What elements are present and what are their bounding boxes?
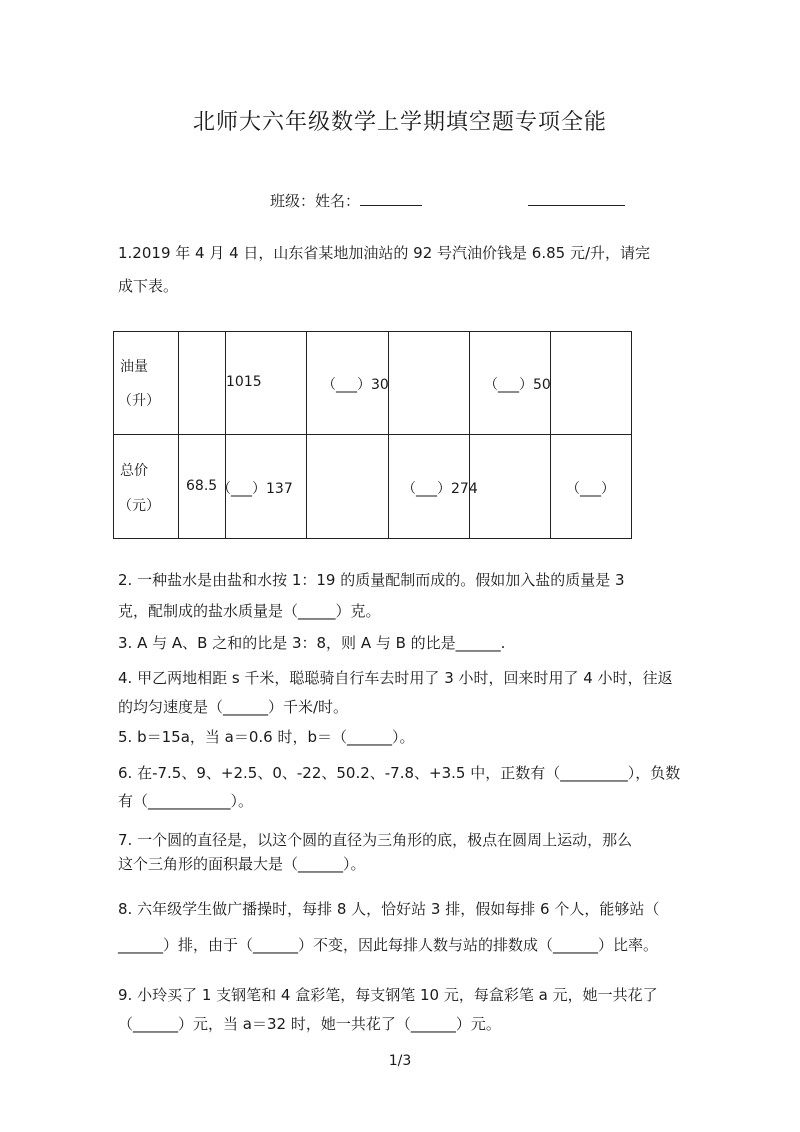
q6-line1: 6. 在-7.5、9、+2.5、0、-22、50.2、-7.8、+3.5 中，正数有（_________），负数 [118, 764, 681, 782]
table-cell: 1015 [226, 374, 262, 390]
q8-line1: 8. 六年级学生做广播操时，每排 8 人，恰好站 3 排，假如每排 6 个人，能够站（ [118, 900, 660, 918]
table-col-line [178, 331, 179, 539]
q2-line2: 克，配制成的盐水质量是（_____）克。 [118, 602, 381, 620]
class-name-label [270, 190, 422, 211]
table-border-top [113, 331, 632, 332]
page-number: 1/3 [388, 1053, 412, 1069]
table-cell-blank[interactable]: （___） [566, 481, 615, 497]
q2-line1: 2. 一种盐水是由盐和水按 1：19 的质量配制而成的。假如加入盐的质量是 3 [118, 571, 625, 589]
q3-line: 3. A 与 A、B 之和的比是 3：8，则 A 与 B 的比是______. [118, 634, 506, 652]
q9-line2: （______）元，当 a＝32 时，她一共花了（______）元。 [118, 1015, 501, 1033]
table-border-bottom [113, 538, 632, 539]
q9-line1: 9. 小玲买了 1 支钢笔和 4 盒彩笔，每支钢笔 10 元，每盒彩笔 a 元，她一共花了 [118, 986, 658, 1004]
q1-line2: 成下表。 [118, 277, 179, 295]
table-col-line [550, 331, 551, 539]
table-col-line [225, 331, 226, 539]
class-name-text: 班级：姓名： [270, 192, 361, 210]
extra-blank-line[interactable] [528, 205, 625, 206]
table-cell-blank[interactable]: （___）137 [217, 481, 293, 497]
q4-line2: 的均匀速度是（______）千米/时。 [118, 698, 349, 716]
table-col-line [469, 331, 470, 539]
q6-line2: 有（___________）。 [118, 792, 254, 810]
q5-line: 5. b＝15a，当 a＝0.6 时，b＝（______）。 [118, 728, 415, 746]
page-title: 北师大六年级数学上学期填空题专项全能 [192, 110, 607, 135]
table-header-price-unit: （元） [118, 498, 160, 514]
q1-line1: 1.2019 年 4 月 4 日，山东省某地加油站的 92 号汽油价钱是 6.85 元/升，请完 [118, 244, 651, 262]
table-header-volume: 油量 [120, 359, 148, 375]
q8-line2: ______）排，由于（______）不变，因此每排人数与站的排数成（______）比率。 [118, 936, 659, 954]
table-col-line [306, 331, 307, 539]
table-cell-blank[interactable]: （___）50 [484, 377, 551, 393]
table-col-line [113, 331, 114, 539]
table-cell-blank[interactable]: （___）274 [402, 481, 478, 497]
table-row-divider [113, 434, 632, 435]
table-cell-blank[interactable]: （___）30 [322, 377, 389, 393]
table-cell: 68.5 [186, 478, 218, 494]
q7-line1: 7. 一个圆的直径是，以这个圆的直径为三角形的底，极点在圆周上运动，那么 [118, 831, 633, 849]
table-col-line [388, 331, 389, 539]
table-header-price: 总价 [120, 463, 148, 479]
table-col-line [631, 331, 632, 539]
table-header-volume-unit: （升） [118, 393, 160, 409]
q4-line1: 4. 甲乙两地相距 s 千米，聪聪骑自行车去时用了 3 小时，回来时用了 4 小时，往返 [118, 669, 673, 687]
q7-line2: 这个三角形的面积最大是（______）。 [118, 855, 366, 873]
name-blank[interactable] [360, 191, 422, 206]
